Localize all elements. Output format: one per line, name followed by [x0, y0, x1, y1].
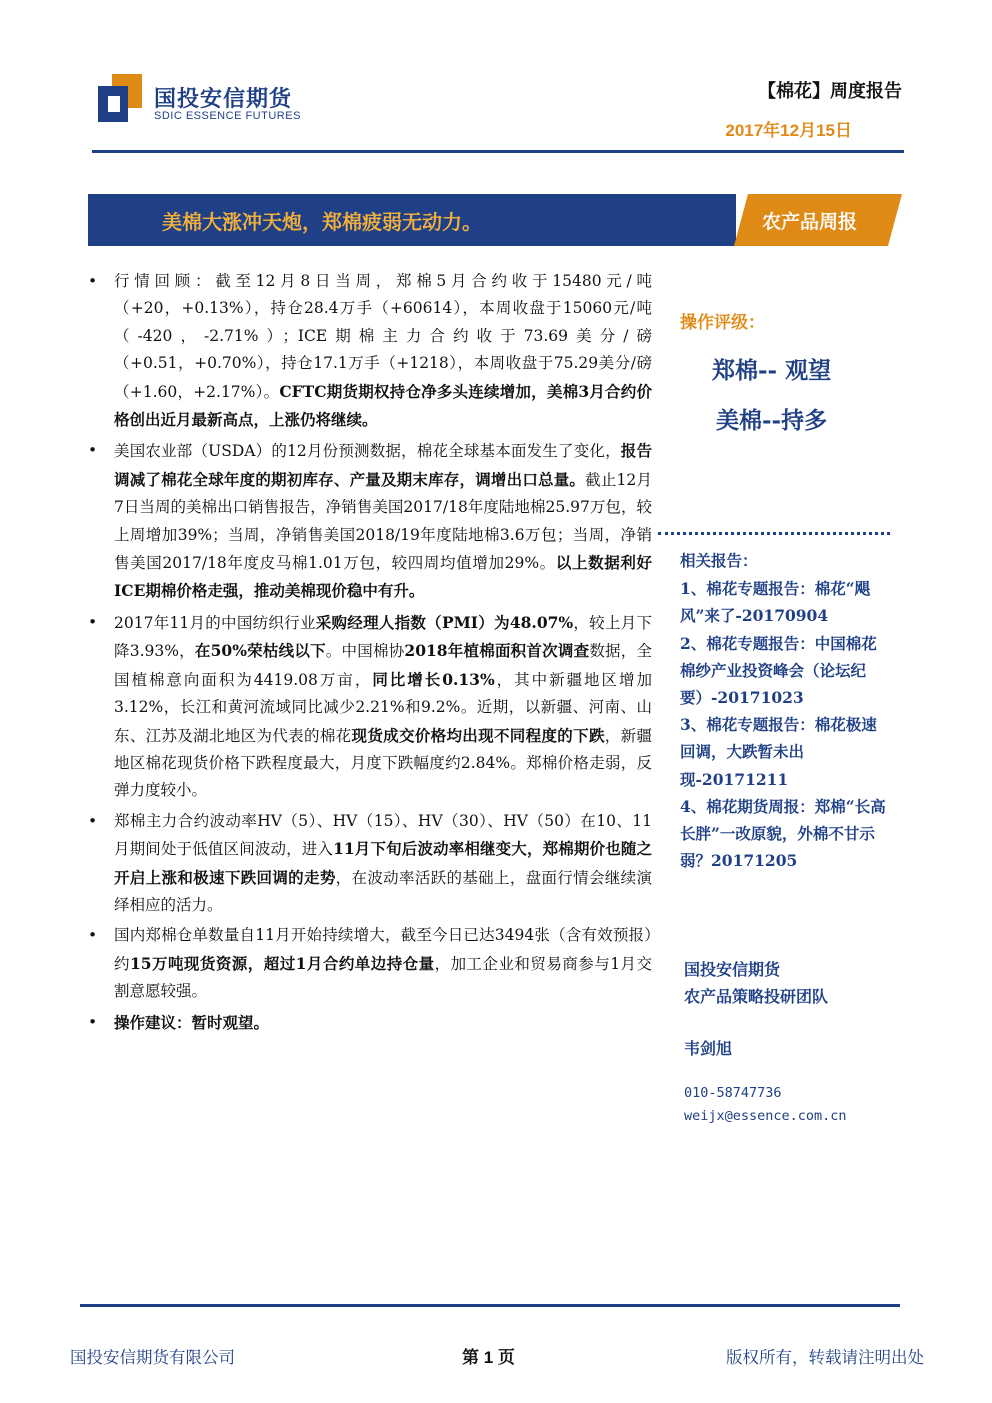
- rating-meimian: 美棉--持多: [716, 407, 828, 434]
- rating-zhengmian: 郑棉-- 观望: [712, 357, 832, 384]
- bullet-text-bold: 在50%荣枯线以下: [194, 641, 326, 661]
- summary-bullet: [86, 609, 652, 805]
- bullet-text: 2017年11月的中国纺织行业: [114, 613, 316, 632]
- title-banner: [88, 194, 736, 246]
- summary-bullet: [86, 808, 652, 920]
- footer-divider: [80, 1304, 900, 1307]
- bullet-text-bold: 报告调减了棉花全球年度的期初库存、产量及期末库存，调增出口总量。: [114, 441, 652, 489]
- footer-copyright: 版权所有，转载请注明出处: [726, 1348, 924, 1367]
- bullet-text: 美国农业部（USDA）的12月份预测数据，棉花全球基本面发生了变化，: [114, 442, 621, 461]
- team-company: 国投安信期货: [684, 960, 781, 979]
- related-report-item[interactable]: 1、棉花专题报告：棉花“飓风”来了-20170904: [680, 579, 871, 626]
- related-report-item[interactable]: 2、棉花专题报告：中国棉花棉纱产业投资峰会（论坛纪要）-20171023: [680, 633, 877, 708]
- bullet-text-bold: 现货成交价格均出现不同程度的下跌: [351, 725, 605, 745]
- summary-bullet: [86, 922, 652, 1005]
- bullet-text-bold: 同比增长0.13%: [372, 669, 495, 689]
- bullet-dot-icon: •: [88, 441, 98, 460]
- rating-label: 操作评级：: [680, 313, 765, 333]
- author-contact: [684, 1082, 847, 1128]
- bullet-text: ，较上月下降3.93%，: [114, 613, 653, 661]
- bullet-text: ，其中新疆地区增加3.12%，长江和黄河流域同比减少2.21%和9.2%。近期，以新疆、河南、山东、江苏及湖北地区为代表的棉花: [114, 670, 652, 745]
- sidebar-divider: [658, 532, 890, 535]
- summary-bullet: [86, 268, 652, 434]
- author-name: 韦剑旭: [684, 1039, 733, 1058]
- bullet-dot-icon: •: [88, 811, 98, 830]
- related-reports-title: 相关报告：: [680, 552, 758, 570]
- bullet-text-bold: 采购经理人指数（PMI）为48.07%: [315, 612, 574, 632]
- related-report-item[interactable]: 3、棉花专题报告：棉花极速回调，大跌暂未出现-20171211: [680, 715, 877, 789]
- bullet-text-bold: 操作建议：暂时观望。: [114, 1012, 270, 1032]
- bullet-text: 截止12月7日当周的美棉出口销售报告，净销售美国2017/18年度陆地棉25.97万包，较上周增加39%；当周，净销售美国2018/19年度陆地棉3.6万包；当周，净销售美国2017/18年度皮马棉1.01万包，较四周均值增加29%。: [114, 470, 652, 573]
- bullet-dot-icon: •: [88, 926, 98, 945]
- bullet-text: 行情回顾：截至12月8日当周，郑棉5月合约收于15480元/吨（+20，+0.13%），持仓28.4万手（+60614），本周收盘于15060元/吨（-420，-2.71%）；ICE期棉主力合约收于73.69美分/磅（+0.51，+0.70%），持仓17.1万手（+1218），本周收盘于75.29美分/磅（+1.60，+2.17%）。: [114, 272, 652, 401]
- bullet-text: 数据，全国植棉意向面积为4419.08万亩，: [114, 642, 652, 689]
- document-date: 2017年12月15日: [725, 121, 852, 140]
- related-report-item[interactable]: 4、棉花期货周报：郑棉“长高长胖”一改原貌，外棉不甘示弱？20171205: [680, 796, 886, 871]
- bullet-text-bold: 15万吨现货资源，超过1月合约单边持仓量: [129, 953, 435, 973]
- author-email[interactable]: weijx@essence.com.cn: [684, 1108, 847, 1124]
- bullet-text-bold: CFTC期货期权持仓净多头连续增加，美棉3月合约价格创出近月最新高点，上涨仍将继续。: [114, 381, 653, 430]
- bullet-text: 郑棉主力合约波动率HV（5）、HV（15）、HV（30）、HV（50）在10、11月期间处于低值区间波动，进入: [114, 811, 652, 859]
- author-phone: 010-58747736: [684, 1085, 782, 1101]
- research-team: [684, 956, 894, 1010]
- report-title: 美棉大涨冲天炮，郑棉疲弱无动力。: [162, 210, 482, 234]
- logo-mark-icon: [98, 74, 142, 122]
- summary-bullet: [86, 1009, 652, 1037]
- summary-bullet: [86, 437, 652, 605]
- footer-company: 国投安信期货有限公司: [70, 1348, 235, 1367]
- header-divider: [92, 150, 904, 153]
- page-number: 第 1 页: [462, 1348, 515, 1367]
- bullet-text: ，加工企业和贸易商参与1月交割意愿较强。: [114, 954, 652, 1001]
- bullet-dot-icon: •: [88, 1012, 98, 1031]
- bullet-text-bold: 2018年植棉面积首次调查: [404, 641, 590, 661]
- document-type: 【棉花】周度报告: [758, 81, 902, 102]
- team-name: 农产品策略投研团队: [684, 987, 829, 1006]
- summary-bullets: [86, 268, 652, 1040]
- bullet-dot-icon: •: [88, 272, 98, 290]
- bullet-text-bold: 11月下旬后波动率相继变大，郑棉期价也随之开启上涨和极速下跌回调的走势: [114, 839, 652, 887]
- bullet-text: 国内郑棉仓单数量自11月开始持续增大，截至今日已达3494张（含有效预报）约: [114, 926, 652, 973]
- bullet-text: ，在波动率活跃的基础上，盘面行情会继续演绎相应的活力。: [114, 868, 652, 914]
- bullet-text: ，新疆地区棉花现货价格下跌程度最大，月度下跌幅度约2.84%。郑棉价格走弱，反弹力度较小。: [114, 726, 652, 800]
- related-reports: [680, 548, 892, 874]
- bullet-dot-icon: •: [88, 612, 98, 631]
- bullet-text: 。中国棉协: [325, 642, 405, 661]
- logo-name-cn: 国投安信期货: [154, 87, 293, 112]
- category-tag-label: 农产品周报: [762, 211, 858, 233]
- logo-name-en: SDIC ESSENCE FUTURES: [154, 110, 301, 122]
- company-logo: [98, 74, 301, 132]
- category-tag: [734, 194, 902, 246]
- bullet-text-bold: 以上数据利好ICE期棉价格走强，推动美棉现价稳中有升。: [114, 553, 652, 601]
